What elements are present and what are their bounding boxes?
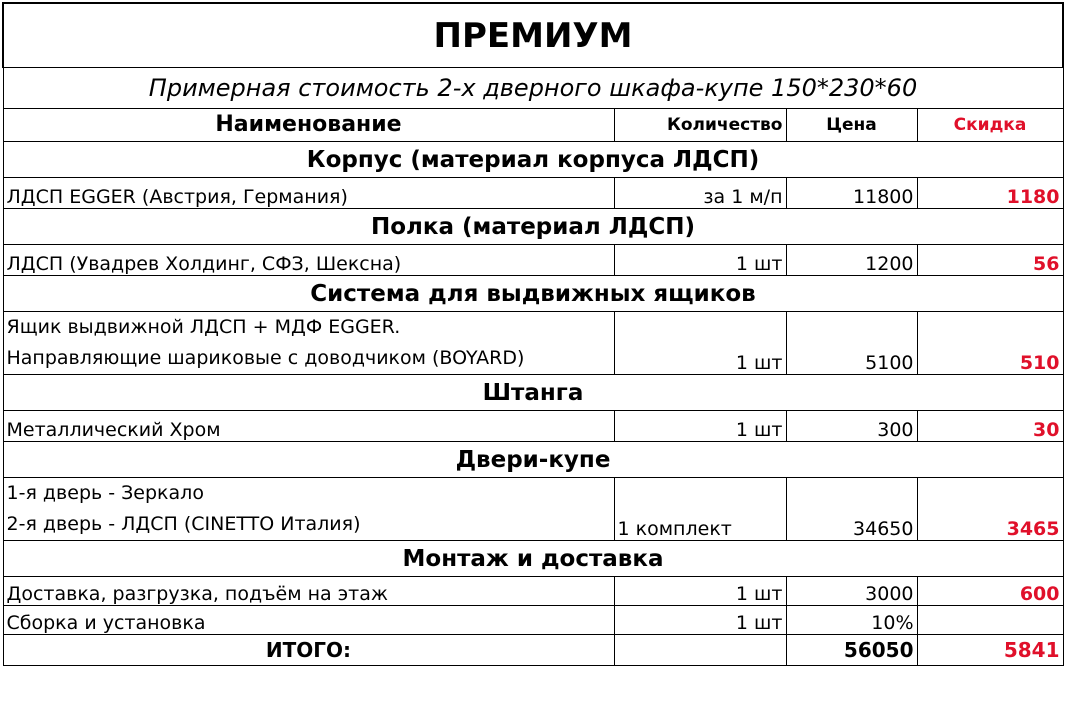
item-name: Металлический Хром xyxy=(3,411,614,442)
item-name: Сборка и установка xyxy=(3,606,614,635)
total-quantity xyxy=(614,635,786,666)
total-row xyxy=(3,635,1063,666)
item-quantity: 1 шт xyxy=(614,312,786,375)
item-name-line: 1-я дверь - Зеркало xyxy=(6,482,204,504)
item-quantity: за 1 м/п xyxy=(614,178,786,209)
table-row xyxy=(3,178,1063,209)
item-discount xyxy=(917,606,1063,635)
section-title: Двери-купе xyxy=(3,442,1063,478)
item-name xyxy=(3,312,614,375)
section-row xyxy=(3,541,1063,577)
item-name-line: Направляющие шариковые с доводчиком (BOYARD) xyxy=(6,347,525,369)
table-row xyxy=(3,411,1063,442)
section-row xyxy=(3,442,1063,478)
item-discount: 510 xyxy=(917,312,1063,375)
table-row xyxy=(3,312,1063,375)
section-row xyxy=(3,209,1063,245)
header-name: Наименование xyxy=(3,109,614,142)
item-discount: 600 xyxy=(917,577,1063,606)
page-title: ПРЕМИУМ xyxy=(3,3,1063,68)
item-name: ЛДСП (Увадрев Холдинг, СФЗ, Шексна) xyxy=(3,245,614,276)
item-discount: 30 xyxy=(917,411,1063,442)
header-quantity: Количество xyxy=(614,109,786,142)
item-quantity: 1 комплект xyxy=(614,478,786,541)
section-title: Штанга xyxy=(3,375,1063,411)
header-row xyxy=(3,109,1063,142)
table-row xyxy=(3,478,1063,541)
item-discount: 56 xyxy=(917,245,1063,276)
item-quantity: 1 шт xyxy=(614,411,786,442)
table-row xyxy=(3,577,1063,606)
item-price: 1200 xyxy=(786,245,917,276)
section-row xyxy=(3,276,1063,312)
item-name: ЛДСП EGGER (Австрия, Германия) xyxy=(3,178,614,209)
section-title: Система для выдвижных ящиков xyxy=(3,276,1063,312)
section-title: Полка (материал ЛДСП) xyxy=(3,209,1063,245)
item-name-line: 2-я дверь - ЛДСП (CINETTO Италия) xyxy=(6,513,361,535)
page-subtitle: Примерная стоимость 2-х дверного шкафа-купе 150*230*60 xyxy=(3,68,1063,109)
section-row xyxy=(3,375,1063,411)
item-price: 300 xyxy=(786,411,917,442)
item-name: Доставка, разгрузка, подъём на этаж xyxy=(3,577,614,606)
item-discount: 1180 xyxy=(917,178,1063,209)
section-title: Монтаж и доставка xyxy=(3,541,1063,577)
price-table xyxy=(2,2,1064,666)
item-name-line: Ящик выдвижной ЛДСП + МДФ EGGER. xyxy=(6,316,401,338)
item-price: 34650 xyxy=(786,478,917,541)
table-row xyxy=(3,245,1063,276)
item-price: 3000 xyxy=(786,577,917,606)
item-discount: 3465 xyxy=(917,478,1063,541)
table-row xyxy=(3,606,1063,635)
item-price: 5100 xyxy=(786,312,917,375)
item-quantity: 1 шт xyxy=(614,245,786,276)
section-title: Корпус (материал корпуса ЛДСП) xyxy=(3,142,1063,178)
item-price: 11800 xyxy=(786,178,917,209)
item-price: 10% xyxy=(786,606,917,635)
total-discount: 5841 xyxy=(917,635,1063,666)
item-name xyxy=(3,478,614,541)
header-discount: Скидка xyxy=(917,109,1063,142)
section-row xyxy=(3,142,1063,178)
item-quantity: 1 шт xyxy=(614,577,786,606)
total-label: ИТОГО: xyxy=(3,635,614,666)
total-price: 56050 xyxy=(786,635,917,666)
item-quantity: 1 шт xyxy=(614,606,786,635)
header-price: Цена xyxy=(786,109,917,142)
price-sheet xyxy=(2,2,1062,721)
